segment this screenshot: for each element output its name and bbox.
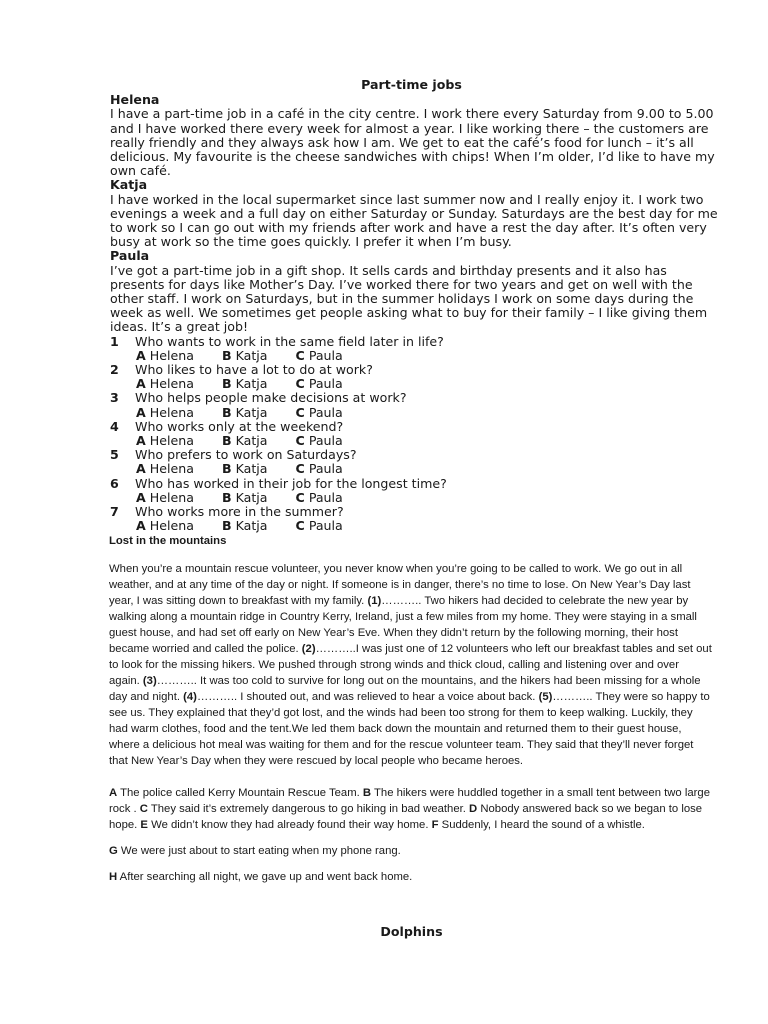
person-text-katja: I have worked in the local supermarket since last summer now and I really enjoy it. I work two evenings a week and a full day on either Saturday or Sunday. Saturdays are the best day for me to work so I can go out with my friends after work and have a rest the day after. It’s often very busy at work so the time goes quickly. I prefer it when I’m busy. [110, 191, 718, 250]
option-b-letter: B [221, 376, 232, 392]
question-item [110, 477, 720, 505]
option-c-letter: C [295, 347, 305, 363]
gap-1: (1) [367, 595, 382, 607]
answer-options-a-f [109, 785, 712, 833]
answer-text: We didn’t know they had already found their way home. [147, 819, 432, 831]
option-a: Helena [149, 433, 194, 449]
question-item [110, 448, 720, 476]
question-text: Who likes to have a lot to do at work? [135, 362, 373, 378]
answer-letter: A [109, 787, 118, 799]
gap-2: (2) [301, 643, 316, 655]
question-text: Who wants to work in the same field later in life? [135, 333, 444, 349]
question-list [110, 335, 720, 534]
gap-5: (5) [538, 691, 553, 703]
person-text-paula: I’ve got a part-time job in a gift shop. It sells cards and birthday presents and it also has presents for days like Mother’s Day. I’ve worked there for two years and get on well with the other staff. I work on Saturdays, but in the summer holidays I work on some days during the week as well. We sometimes get people asking what to buy for their family – I like giving them ideas. It’s a great job! [110, 262, 708, 335]
answer-text: Nobody answered back so we began to lose hope. [109, 803, 703, 831]
option-c-letter: C [295, 404, 305, 420]
answer-text: The police called Kerry Mountain Rescue Team. [117, 787, 363, 799]
question-number: 1 [110, 333, 119, 349]
answer-options [136, 491, 720, 505]
option-b-letter: B [221, 347, 232, 363]
option-b-letter: B [221, 461, 232, 477]
story-title: Lost in the mountains [109, 535, 227, 547]
option-c: Paula [308, 489, 343, 505]
option-c: Paula [308, 347, 343, 363]
question-text: Who has worked in their job for the longest time? [135, 475, 447, 491]
answer-text: We were just about to start eating when my phone rang. [117, 845, 401, 857]
option-c-letter: C [295, 461, 305, 477]
option-c-letter: C [295, 489, 305, 505]
option-c: Paula [308, 518, 343, 534]
question-item [110, 505, 720, 533]
option-c: Paula [308, 433, 343, 449]
option-a: Helena [149, 404, 194, 420]
option-a-letter: A [136, 489, 146, 505]
person-name-paula: Paula [110, 248, 150, 264]
answer-options [136, 406, 720, 420]
option-a: Helena [149, 376, 194, 392]
answer-options [136, 377, 720, 391]
option-c-letter: C [295, 433, 305, 449]
answer-letter: F [431, 819, 439, 831]
gap-4: (4) [183, 691, 197, 703]
question-item [110, 420, 720, 448]
option-a-letter: A [136, 376, 146, 392]
question-item [110, 363, 720, 391]
question-number: 3 [110, 390, 119, 406]
answer-options [136, 519, 720, 533]
option-a: Helena [149, 461, 194, 477]
option-c-letter: C [295, 518, 305, 534]
answer-letter: H [109, 871, 118, 883]
answer-letter: E [140, 819, 148, 831]
part-time-jobs-section [110, 78, 720, 534]
question-text: Who helps people make decisions at work? [135, 390, 407, 406]
option-b-letter: B [221, 518, 232, 534]
option-b: Katja [235, 489, 268, 505]
option-b: Katja [235, 376, 268, 392]
answer-option-h [109, 869, 712, 885]
option-a: Helena [149, 518, 194, 534]
option-a-letter: A [136, 347, 146, 363]
option-b: Katja [235, 433, 268, 449]
question-text: Who works more in the summer? [135, 504, 344, 520]
option-c: Paula [308, 404, 343, 420]
question-item [110, 391, 720, 419]
answer-text: Suddenly, I heard the sound of a whistle. [438, 819, 645, 831]
option-c-letter: C [295, 376, 305, 392]
answer-text: After searching all night, we gave up and went back home. [117, 871, 413, 883]
next-section-title: Dolphins [380, 924, 443, 939]
question-item [110, 335, 720, 363]
option-a: Helena [149, 489, 194, 505]
option-b: Katja [235, 347, 268, 363]
option-b: Katja [235, 404, 268, 420]
answer-letter: D [469, 803, 478, 815]
question-number: 7 [110, 504, 119, 520]
option-b-letter: B [221, 433, 232, 449]
option-b-letter: B [221, 489, 232, 505]
answer-letter: B [362, 787, 372, 799]
question-number: 4 [110, 418, 119, 434]
answer-text: The hikers were huddled together in a small tent between two large rock . [109, 787, 710, 815]
question-number: 6 [110, 475, 119, 491]
answer-options [136, 434, 720, 448]
option-c: Paula [308, 376, 343, 392]
person-text-helena: I have a part-time job in a café in the city centre. I work there every Saturday from 9.00 to 5.00 and I have worked there every week for almost a year. I like working there – the customers are really friendly and they always ask how I am. We get to eat the café’s food for lunch – it’s all delicious. My favourite is the cheese sandwiches with chips! When I’m older, I’d like to have my own café. [110, 106, 715, 179]
option-a-letter: A [136, 461, 146, 477]
answer-text: They said it’s extremely dangerous to go hiking in bad weather. [147, 803, 470, 815]
lost-in-mountains-section [109, 533, 712, 885]
person-name-helena: Helena [110, 92, 160, 108]
question-number: 5 [110, 447, 119, 463]
answer-option-g [109, 843, 712, 859]
question-text: Who works only at the weekend? [135, 418, 344, 434]
option-a-letter: A [136, 433, 146, 449]
page-title: Part-time jobs [361, 77, 462, 92]
story-text: When you’re a mountain rescue volunteer, you never know when you’re going to be called to work. We go out in all weather, and at any time of the day or night. If someone is in danger, there’s no time to lose. On New Year’s Day last year, I was sitting down to breakfast with my family. (1)……….. Two hikers had decided to celebrate the new year by walking along a mountain ridge in Country Kerry, Ireland, just a few miles from my home. They were staying in a small guest house, and had set off early on New Year’s Eve. When they didn’t return by the following morning, their host became worried and called the police. (2)………..I was just one of 12 volunteers who left our breakfast tables and set out to look for the missing hikers. We pushed through strong winds and thick cloud, calling and listening over and over again. (3)……….. It was too cold to survive for long out on the mountains, and the hikers had been missing for a whole day and night. (4)……….. I shouted out, and was relieved to hear a voice about back. (5)……….. They were so happy to see us. They explained that they’d got lost, and the winds had been too strong for them to keep walking. Luckily, they had warm clothes, food and the tent.We led them back down the mountain and returned them to their guest house, where a delicious hot meal was waiting for them and for the rescue volunteer team. They said that they’ll never forget that New Year’s Day when they were rescued by local people who became heroes. [109, 563, 712, 767]
option-a-letter: A [136, 404, 146, 420]
answer-options [136, 349, 720, 363]
option-b: Katja [235, 461, 268, 477]
option-c: Paula [308, 461, 343, 477]
answer-letter: G [109, 845, 118, 857]
gap-3: (3) [142, 675, 157, 687]
option-a-letter: A [136, 518, 146, 534]
answer-letter: C [139, 803, 148, 815]
option-b: Katja [235, 518, 268, 534]
person-name-katja: Katja [110, 177, 148, 193]
option-b-letter: B [221, 404, 232, 420]
answer-options [136, 462, 720, 476]
question-text: Who prefers to work on Saturdays? [135, 447, 357, 463]
option-a: Helena [149, 347, 194, 363]
question-number: 2 [110, 362, 119, 378]
